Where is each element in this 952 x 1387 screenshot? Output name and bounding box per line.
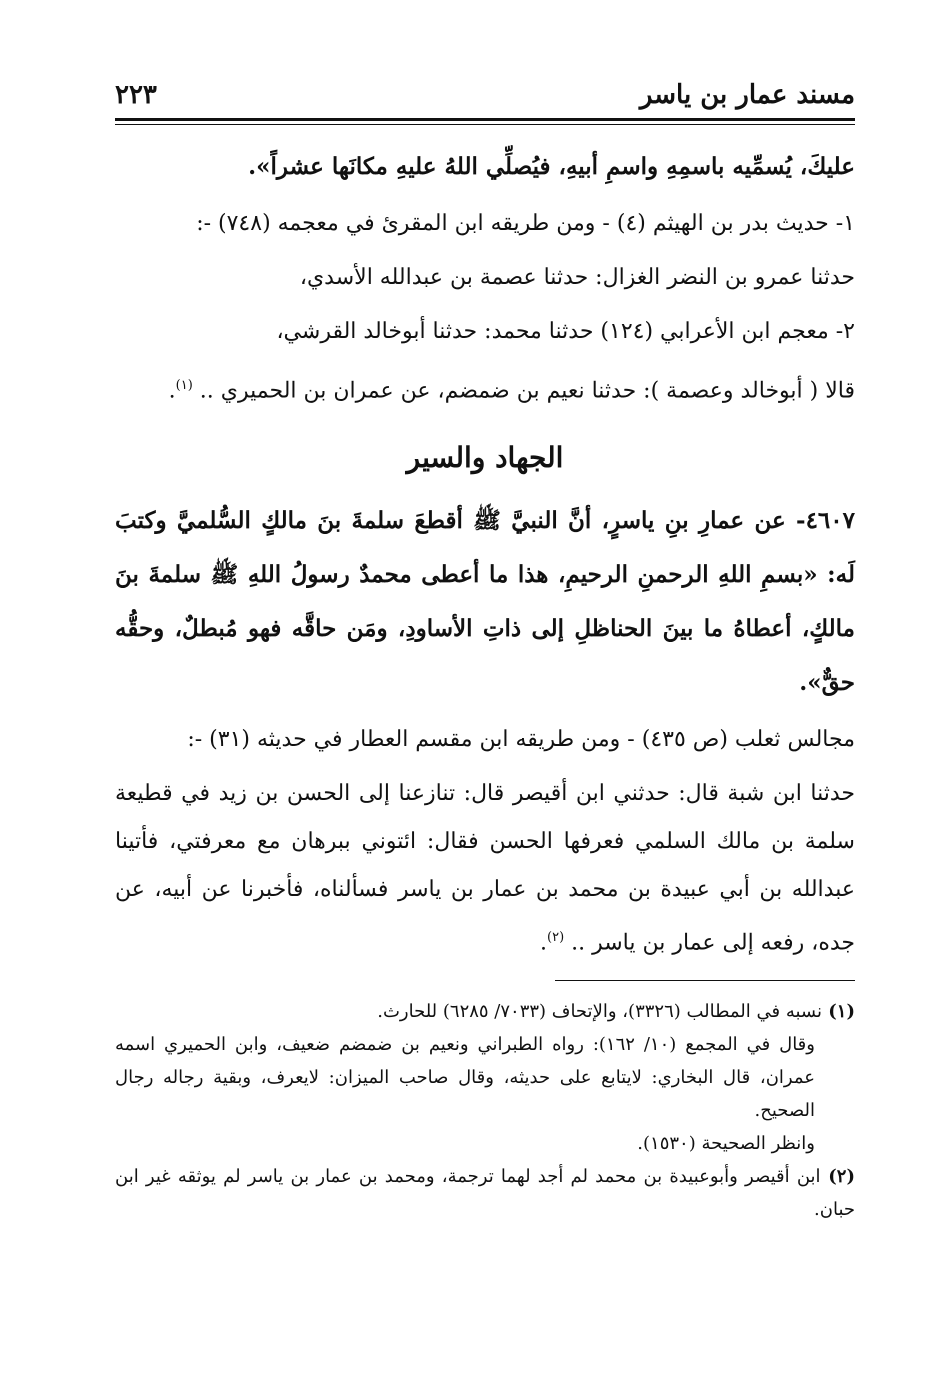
footnote-ref-2: (٢) [547, 930, 565, 946]
footnote-2 [115, 1160, 855, 1226]
footnote-separator [555, 980, 855, 981]
footnote-ref-1: (١) [175, 378, 193, 393]
header-rule [115, 118, 855, 121]
footnote-2-text: ابن أقيصر وأبوعبيدة بن محمد لم أجد لهما ترجمة، ومحمد بن عمار بن ياسر لم يوثقه غير ابن حبان. [115, 1166, 855, 1220]
chain-line-1: حدثنا عمرو بن النضر الغزال: حدثنا عصمة بن عبدالله الأسدي، [299, 265, 855, 290]
footnote-1-see-also: وانظر الصحيحة (١٥٣٠). [637, 1133, 815, 1154]
running-title: مسند عمار بن ياسر [639, 80, 855, 110]
main-text [115, 140, 855, 968]
hadith-number: ٤٦٠٧- [785, 507, 855, 535]
footnote-1-number: (١) [822, 1001, 855, 1022]
chain-combined [115, 362, 855, 415]
source-line-2: ٢- معجم ابن الأعرابي (١٢٤) حدثنا محمد: حدثنا أبوخالد القرشي، [276, 319, 855, 344]
chain-text: قالا ( أبوخالد وعصمة ): حدثنا نعيم بن ضمضم، عن عمران بن الحميري .. [192, 378, 855, 404]
page-header [115, 72, 855, 122]
chain-paragraph [115, 770, 855, 967]
footnote-1-detail: وقال في المجمع (١٠/ ١٦٢): رواه الطبراني ونعيم بن ضمضم ضعيف، وابن الحميري اسمه عمران، قال البخاري: لايتابع على حديثه، وقال صاحب الميزان: لايعرف، وبقية رجاله رجال الصحيح. [115, 1034, 815, 1121]
section-title: الجهاد والسير [406, 441, 564, 475]
hadith-4607 [115, 494, 855, 710]
page-number: ٢٢٣ [115, 80, 157, 110]
footnote-2-number: (٢) [820, 1166, 855, 1187]
period: . [168, 378, 176, 404]
hadith-text: عن عمارِ بنِ ياسرٍ، أنَّ النبيَّ ﷺ أقطعَ سلمةَ بنَ مالكٍ السُّلميَّ وكتبَ لَه: «بسمِ اللهِ الرحمنِ الرحيمِ، هذا ما أعطى محمدٌ رسولُ اللهِ ﷺ سلمةَ بنَ مالكٍ، أعطاهُ ما بينَ الحناظلِ إلى ذاتِ الأساودِ، ومَن حاقَّه فهو مُبطلٌ، وحقُّه حقٌّ». [115, 507, 855, 697]
source-line-3: مجالس ثعلب (ص ٤٣٥) - ومن طريقه ابن مقسم العطار في حديثه (٣١) -: [187, 727, 855, 753]
hadith-continuation: عليكَ، يُسمِّيه باسمِهِ واسمِ أبيهِ، فيُصلِّي اللهُ عليهِ مكانَها عشراً». [248, 153, 855, 180]
footnote-1 [115, 995, 855, 1028]
source-line-1: ١- حديث بدر بن الهيثم (٤) - ومن طريقه ابن المقرئ في معجمه (٧٤٨) -: [196, 211, 855, 236]
header-rule-thin [115, 124, 855, 125]
period-2: . [540, 930, 547, 956]
footnote-1-text: نسبه في المطالب (٣٣٢٦)، والإتحاف (٧٠٣٣/ ٦٢٨٥) للحارث. [377, 1001, 822, 1022]
footnotes [115, 995, 855, 1226]
chain-text-2: حدثنا ابن شبة قال: حدثني ابن أقيصر قال: تنازعنا إلى الحسن بن زيد في قطيعة سلمة بن مالك السلمي فعرفها الحسن فقال: ائتوني ببرهان مع معرفتي، فأتينا عبدالله بن أبي عبيدة بن محمد بن عمار بن ياسر فسألناه، فأخبرنا عن أبيه، عن جده، رفعه إلى عمار بن ياسر .. [115, 781, 855, 956]
